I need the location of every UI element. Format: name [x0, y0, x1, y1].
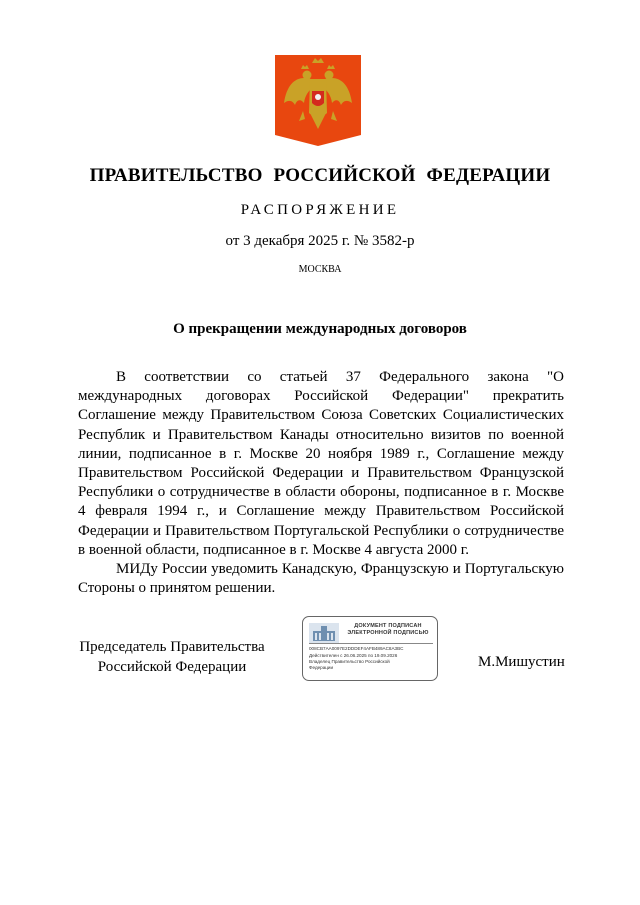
stamp-title-line: ДОКУМЕНТ ПОДПИСАН	[354, 623, 422, 629]
document-type: РАСПОРЯЖЕНИЕ	[240, 202, 400, 218]
document-city: МОСКВА	[298, 264, 342, 275]
stamp-validity: Действителен с 26.06.2025 по 19.09.2026	[309, 653, 398, 658]
government-name: ПРАВИТЕЛЬСТВО РОССИЙСКОЙ ФЕДЕРАЦИИ	[89, 165, 551, 186]
stamp-owner: Федерации	[309, 665, 334, 670]
russian-coat-of-arms-icon	[275, 55, 361, 146]
body-paragraph: МИДу России уведомить Канадскую, Французскую и Португальскую Стороны о принятом решении.	[78, 561, 564, 597]
electronic-signature-stamp	[302, 616, 438, 681]
stamp-serial: 008CB7AA0097E2DDDEF4AFB489AC8A3BC	[309, 646, 404, 651]
document-body	[78, 368, 564, 598]
stamp-owner: Владелец Правительство Российской	[309, 659, 390, 664]
stamp-title-line: ЭЛЕКТРОННОЙ ПОДПИСЬЮ	[347, 630, 429, 636]
coat-of-arms-emblem	[275, 55, 361, 146]
signer-position-line: Председатель Правительства	[79, 639, 265, 655]
stamp-divider	[309, 643, 433, 644]
document-date-number: от 3 декабря 2025 г. № 3582-р	[225, 233, 415, 249]
stamp-title	[341, 623, 435, 637]
document-subject: О прекращении международных договоров	[173, 321, 467, 337]
government-building-icon	[309, 623, 339, 643]
signer-position-line: Российской Федерации	[97, 658, 247, 675]
body-paragraph: В соответствии со статьей 37 Федерального закона "О международных договорах Российской Федерации" прекратить Соглашение между Правительством Союза Советских Социалистических Республик и Правительством Канады относительно визитов по военной линии, подписанное в г. Москве 20 ноября 1989 г., Соглашение между Правительством Российской Федерации и Правительством Французской Республики о сотрудничестве в области обороны, подписанное в г. Москве 4 февраля 1994 г., и Соглашение между Правительством Российской Федерации и Правительством Португальской Республики о сотрудничестве в военной области, подписанное в г. Москве 4 августа 2000 г.	[78, 369, 564, 558]
signer-position	[72, 638, 272, 677]
signer-name: М.Мишустин	[478, 654, 565, 670]
